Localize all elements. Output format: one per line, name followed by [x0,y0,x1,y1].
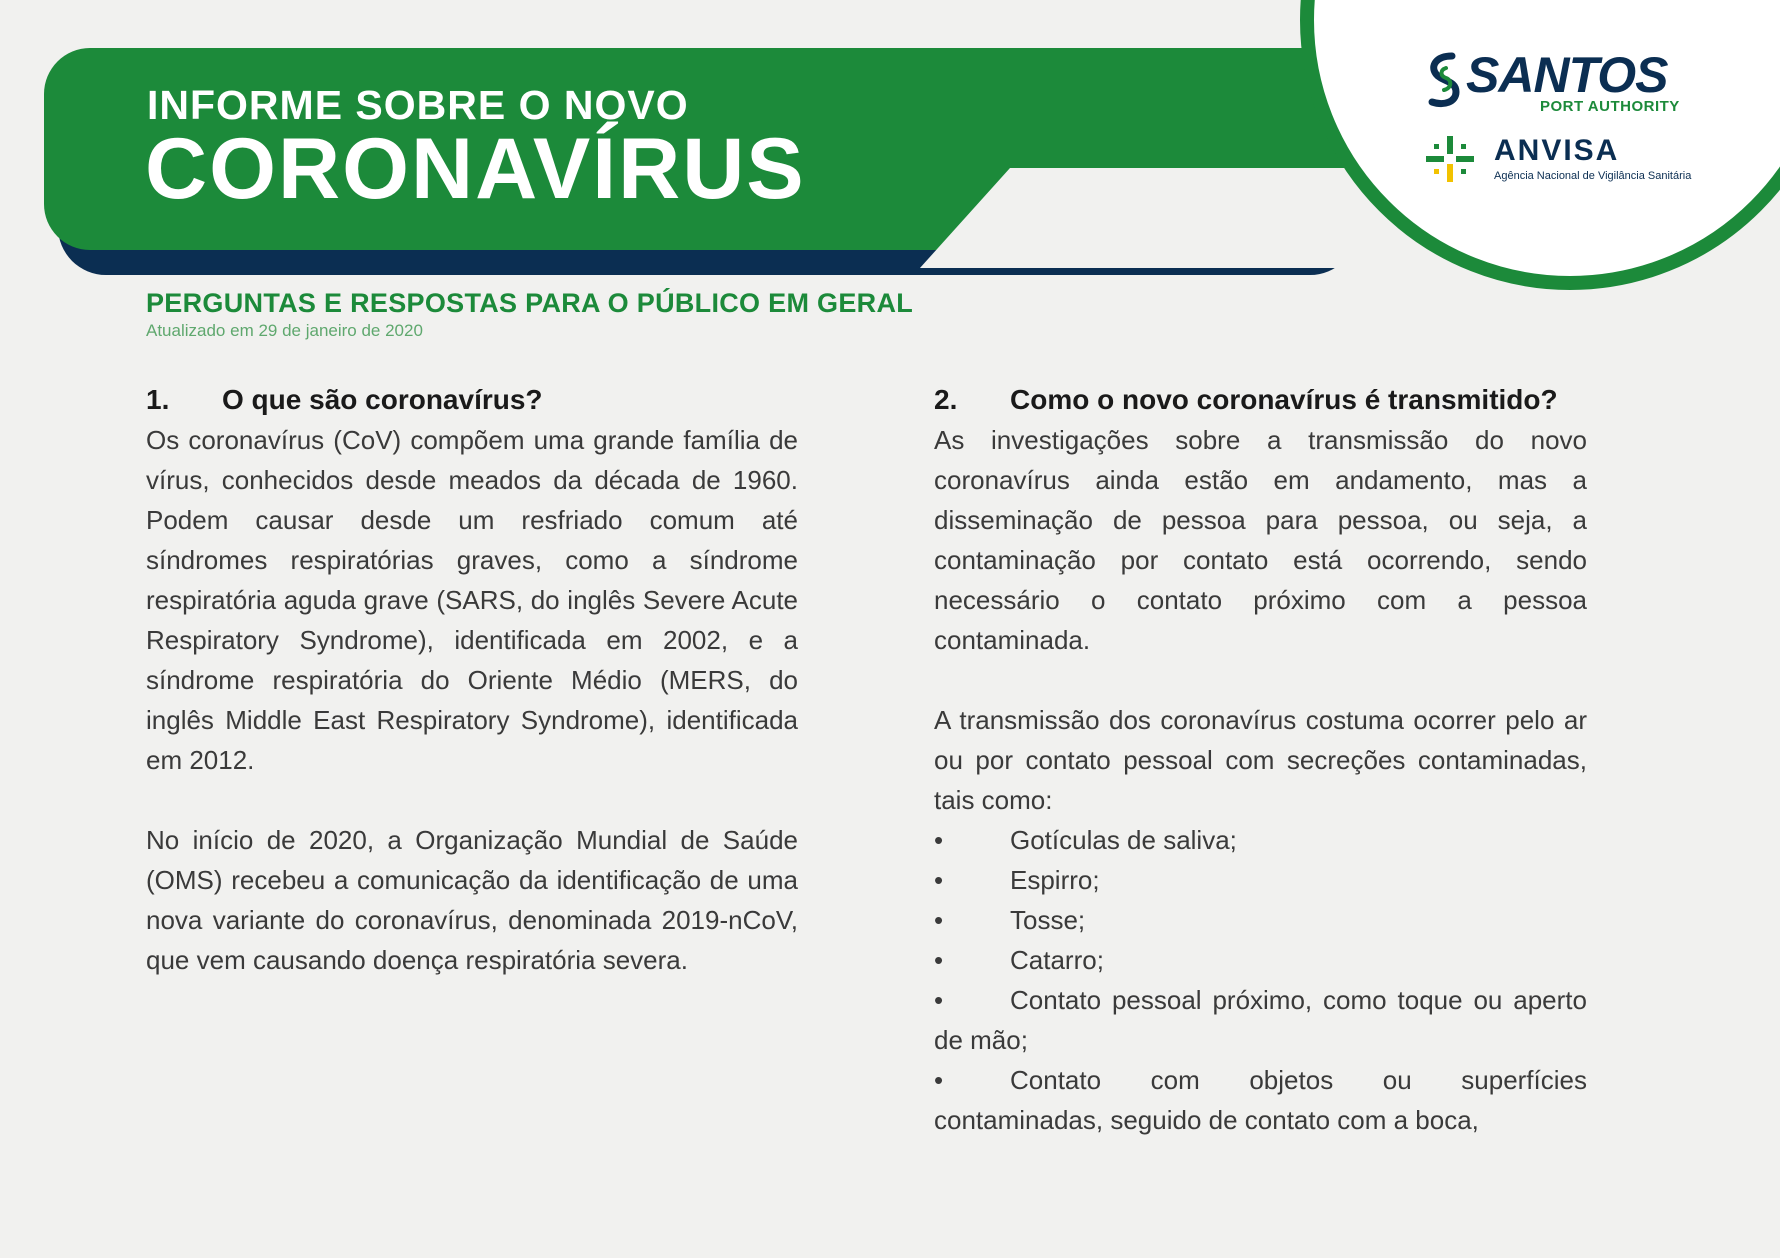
updated-date: Atualizado em 29 de janeiro de 2020 [146,321,423,340]
list-item: • Contato com objetos ou superfícies contaminadas, seguido de contato com a boca, [934,1060,1587,1140]
section-1-paragraph-1: Os coronavírus (CoV) compõem uma grande família de vírus, conhecidos desde meados da década de 1960. Podem causar desde um resfriado comum até síndromes respiratórias graves, como a síndrome respiratória aguda grave (SARS, do inglês Severe Acute Respiratory Syndrome), identificada em 2002, e a síndrome respiratória do Oriente Médio (MERS, do inglês Middle East Respiratory Syndrome), identificada em 2012. [146,425,798,775]
section-2-paragraph-2: A transmissão dos coronavírus costuma ocorrer pelo ar ou por contato pessoal com secreções contaminadas, tais como: [934,705,1587,815]
header-banner-cut [920,168,1430,268]
santos-logo-text: SANTOS [1466,47,1668,103]
bullet-icon: • [934,825,944,855]
section-2-heading [934,380,1587,420]
title-line-2: CORONAVÍRUS [145,121,806,217]
section-2 [934,380,1587,1140]
list-item: • Tosse; [934,900,1587,940]
section-2-paragraph-1: As investigações sobre a transmissão do novo coronavírus ainda estão em andamento, mas a disseminação de pessoa para pessoa, ou seja, a contaminação por contato está ocorrendo, sendo necessário o contato próximo com a pessoa contaminada. [934,425,1587,655]
anvisa-logo-text: ANVISA [1494,134,1620,167]
list-item: • Espirro; [934,860,1587,900]
bullet-icon: • [934,905,944,935]
title-line-1: INFORME SOBRE O NOVO [147,82,689,128]
list-item: • Contato pessoal próximo, como toque ou aperto de mão; [934,980,1587,1060]
document-subtitle: PERGUNTAS E RESPOSTAS PARA O PÚBLICO EM GERAL [146,288,914,318]
section-1-question: O que são coronavírus? [222,384,543,415]
list-item: • Catarro; [934,940,1587,980]
section-2-number: 2. [934,384,958,415]
bullet-icon: • [934,1065,944,1095]
list-item: • Gotículas de saliva; [934,820,1587,860]
santos-logo-icon [1422,50,1466,110]
bullet-icon: • [934,865,944,895]
anvisa-logo-subtitle: Agência Nacional de Vigilância Sanitária [1494,170,1692,182]
anvisa-logo-icon [1424,134,1476,184]
santos-logo-tagline: PORT AUTHORITY [1540,98,1680,115]
section-1-heading [146,380,798,420]
section-1 [146,380,798,980]
section-1-paragraph-2: No início de 2020, a Organização Mundial de Saúde (OMS) recebeu a comunicação da identificação de uma nova variante do coronavírus, denominada 2019-nCoV, que vem causando doença respiratória severa. [146,825,798,975]
section-2-question: Como o novo coronavírus é transmitido? [1010,384,1558,415]
section-1-number: 1. [146,384,170,415]
bullet-icon: • [934,985,944,1015]
bullet-icon: • [934,945,944,975]
